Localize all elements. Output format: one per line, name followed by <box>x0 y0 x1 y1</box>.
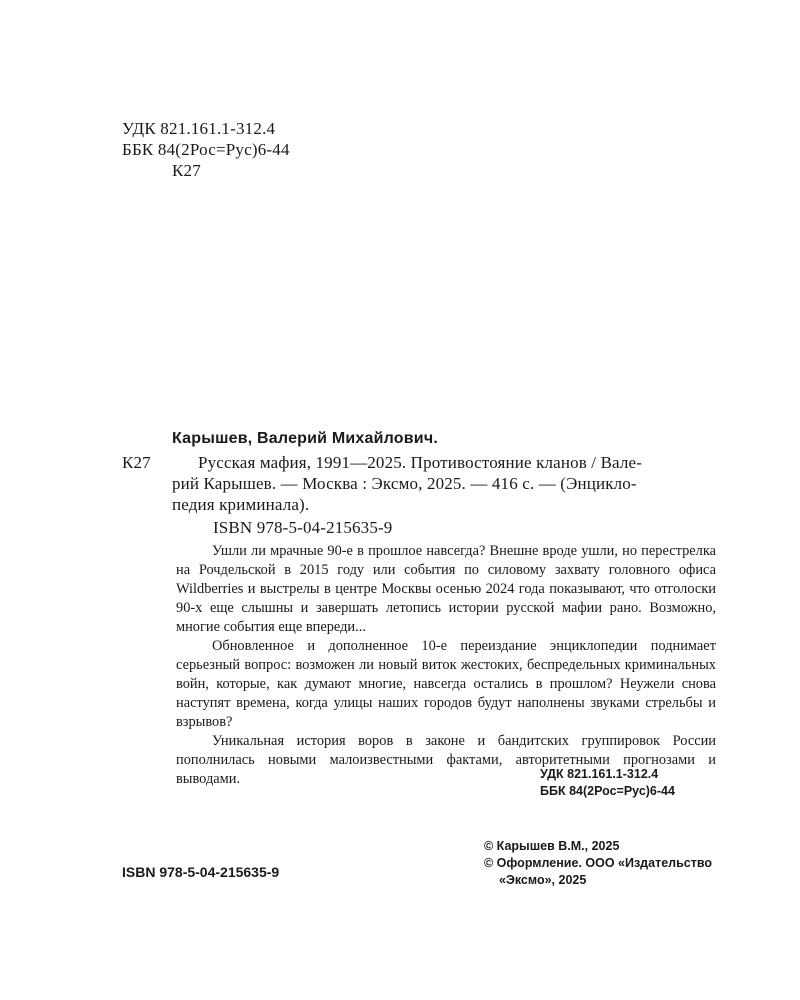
card-author: Карышев, Валерий Михайлович. <box>172 430 438 447</box>
card-isbn: ISBN 978-5-04-215635-9 <box>213 518 393 537</box>
author-mark: К27 <box>172 161 201 180</box>
annotation-paragraph: Ушли ли мрачные 90-е в прошлое навсегда? Внешне вроде ушли, но перестрелка на Рочдельской в 2015 году или события по силовому захвату головного офиса Wildberries и выстрелы в центре Москвы осенью 2024 года показывают, что отголоски 90-х еще слышны и завершать летопись истории русской мафии рано. Возможно, многие события еще впереди... <box>176 543 716 635</box>
card-line-3: педия криминала). <box>172 495 310 514</box>
annotation-paragraph: Уникальная история воров в законе и бандитских группировок России пополнилась новыми малоизвестными фактами, авторитетными прогнозами и выводами. <box>176 733 716 787</box>
bbk-code-bottom: ББК 84(2Рос=Рус)6-44 <box>540 784 675 798</box>
card-line-2: рий Карышев. — Москва : Эксмо, 2025. — 416 с. — (Энцикло- <box>172 474 637 493</box>
card-author-mark: К27 <box>122 453 151 472</box>
annotation <box>176 542 716 789</box>
copyright-design-cont: «Эксмо», 2025 <box>499 873 587 887</box>
udk-code: УДК 821.161.1-312.4 <box>122 119 276 138</box>
copyright-author: © Карышев В.М., 2025 <box>484 839 620 853</box>
copyright-design: © Оформление. ООО «Издательство <box>484 856 712 870</box>
annotation-paragraph: Обновленное и дополненное 10-е переиздание энциклопедии поднимает серьезный вопрос: возможен ли новый виток жестоких, беспредельных криминальных войн, которые, как думают многие, навсегда остались в прошлом? Неужели снова наступят времена, когда улицы наших городов будут наполнены звуками стрельбы и взрывов? <box>176 638 716 730</box>
udk-code-bottom: УДК 821.161.1-312.4 <box>540 767 659 781</box>
bbk-code: ББК 84(2Рос=Рус)6-44 <box>122 140 290 159</box>
isbn-bottom: ISBN 978-5-04-215635-9 <box>122 864 280 880</box>
card-line-1: Русская мафия, 1991—2025. Противостояние кланов / Вале- <box>198 453 643 472</box>
